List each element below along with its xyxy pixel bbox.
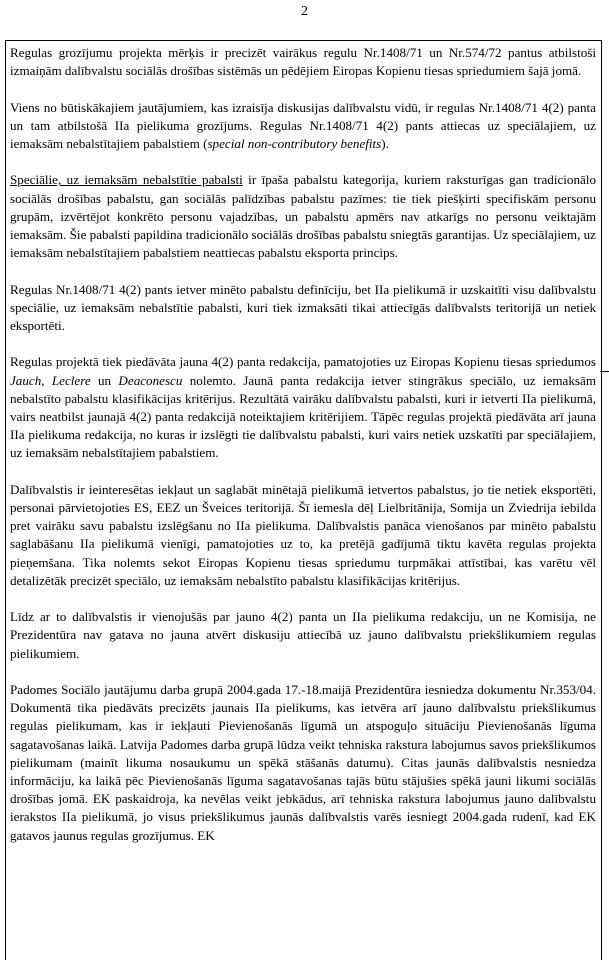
paragraph-7 bbox=[10, 608, 596, 663]
paragraph-2 bbox=[10, 99, 596, 154]
paragraph-3 bbox=[10, 171, 596, 262]
page-number: 2 bbox=[301, 4, 308, 19]
paragraph-5 bbox=[10, 353, 596, 462]
text-run: Līdz ar to dalībvalstis ir vienojušās par jauno 4(2) panta un IIa pielikuma redakciju, un ne Komisija, ne Prezidentūra nav gatava no jauna atvērt diskusiju attiecībā uz jauno dalībvalstu priekšlikumiem regulas pielikumiem. bbox=[10, 609, 596, 661]
text-run: ). bbox=[381, 136, 389, 151]
text-run: un bbox=[90, 372, 119, 388]
text-run: Dalībvalstis ir ieinteresētas iekļaut un saglabāt minētajā pielikumā ietvertos pabalstus, jo tie netiek eksportēti, personai pārvietojoties ES, EEZ un Šveices teritorijā. Šī iemesla dēļ Lielbritānija, Somija un Zviedrija iebilda pret vairāku savu pabalstu izslēgšanu no IIa pielikuma. Dalībvalstis panāca vienošanos par minēto pabalstu saglabāšanu IIa pielikumā vienīgi, pamatojoties uz to, ka pretējā gadījumā tiktu kavēta regulas projekta pieņemšana. Tika nolemts sekot Eiropas Kopienu tiesas spriedumu turpmākai attīstībai, kas varētu vēl detalizētāk precizēt speciālo, uz iemaksām nebalstīto pabalstu klasifikācijas kritērijus. bbox=[10, 481, 596, 588]
paragraph-4 bbox=[10, 281, 596, 336]
text-run: , bbox=[41, 372, 52, 388]
text-run: nolemto. Jaunā panta redakcija ietver stingrākus speciālo, uz iemaksām nebalstīto pabalstu klasifikācijas kritērijus. Rezultātā vairāku dalībvalstu pabalsti, kuri ir ietverti IIa pielikumā, vairs neatbilst jaunajā 4(2) panta redakcijā noteiktajiem kritērijiem. Tāpēc regulas projektā piedāvāta arī jauna IIa pielikuma redakcija, no kuras ir izslēgti tie dalībvalstu pabalsti, kuri vairs netiek uzskatīti par speciālajiem, uz iemaksām nebalstītajiem pabalstiem. bbox=[10, 372, 597, 461]
underlined-text: Speciālie, uz iemaksām nebalstītie pabalsti bbox=[10, 172, 243, 188]
paragraph-1 bbox=[10, 44, 596, 80]
margin-tick-mark bbox=[600, 371, 609, 372]
document-body bbox=[10, 44, 596, 863]
paragraph-8 bbox=[10, 681, 596, 845]
italic-text: Leclere bbox=[51, 372, 91, 388]
text-run: Regulas grozījumu projekta mērķis ir precizēt vairākus regulu Nr.1408/71 un Nr.574/72 pantus atbilstoši izmaiņām dalībvalstu sociālās drošības sistēmās un pēdējiem Eiropas Kopienu tiesas spriedumiem šajā jomā. bbox=[10, 45, 596, 79]
text-run: Viens no būtiskākajiem jautājumiem, kas izraisīja diskusijas dalībvalstu vidū, ir regulas Nr.1408/71 4(2) panta un tam atbilstošā IIa pielikuma grozījums. Regulas Nr.1408/71 4(2) pants attiecas uz speciālajiem, uz iemaksām nebalstītajiem pabalstiem ( bbox=[10, 99, 596, 151]
italic-text: Deaconescu bbox=[118, 372, 183, 388]
italic-text: Jauch bbox=[10, 372, 42, 388]
italic-text: special non-contributory benefits bbox=[207, 136, 382, 151]
text-run: Regulas projektā tiek piedāvāta jauna 4(2) panta redakcija, pamatojoties uz Eiropas Kopienu tiesas spriedumos bbox=[10, 354, 596, 370]
text-run: Regulas Nr.1408/71 4(2) pants ietver minēto pabalstu definīciju, bet IIa pielikumā ir uzskaitīti visu dalībvalstu speciālie, uz iemaksām nebalstītie pabalsti, kuri tiek izmaksāti tikai attiecīgās dalībvalsts teritorijā un netiek eksportēti. bbox=[10, 281, 596, 333]
text-run: Padomes Sociālo jautājumu darba grupā 2004.gada 17.-18.maijā Prezidentūra iesniedza dokumentu Nr.353/04. Dokumentā tika piedāvāts precizēts jaunais IIa pielikums, kas ietvēra arī jauno dalībvalstu priekšlikumus regulas pielikumam, kas ir iekļauti Pievienošanās līgumā un atspoguļo situāciju Pievienošanās līguma sagatavošanas laikā. Latvija Padomes darba grupā lūdza veikt tehniska rakstura labojumus savos priekšlikumos pielikumam (mainīt likuma nosaukumu un spēkā stāšanās datumu). Citas jaunās dalībvalstis nesniedza informāciju, ka laikā pēc Pievienošanās līguma sagatavošanas tajās būtu stājušies spēkā jauni likumi sociālās drošības jomā. EK paskaidroja, ka nevēlas veikt jebkādus, arī tehniska rakstura labojumus jauno dalībvalstu ierakstos IIa pielikumā, jo visus priekšlikumus jaunās dalībvalstis varēs iesniegt 2004.gada rudenī, kad EK gatavos jaunus regulas grozījumus. EK bbox=[10, 682, 596, 843]
text-run: ir īpaša pabalstu kategorija, kuriem raksturīgas gan tradicionālo sociālās drošības pabalstu, gan sociālās palīdzības pabalstu pazīmes: tie tiek piešķirti specifiskām personu grupām, izvērtējot konkrēto personu vajadzības, un pabalstu apmērs nav atkarīgs no personu veiktajām iemaksām. Šie pabalsti papildina tradicionālo sociālās drošības pabalstu sniegtās garantijas. Uz speciālajiem, uz iemaksām nebalstītajiem pabalstiem neattiecas pabalstu eksporta princips. bbox=[10, 172, 597, 261]
paragraph-6 bbox=[10, 481, 596, 590]
